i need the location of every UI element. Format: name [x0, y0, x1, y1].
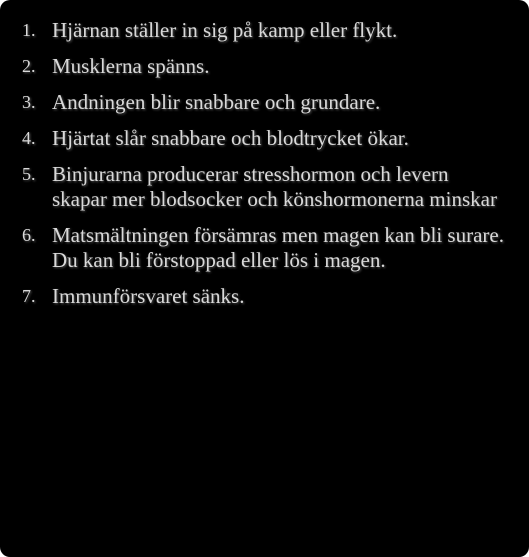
list-item-text: Matsmältningen försämras men magen kan bli surare. Du kan bli förstoppad eller lös i magen.: [52, 223, 504, 272]
list-item: [22, 162, 507, 212]
list-item-number: 5.: [22, 164, 36, 184]
list-item-text: Binjurarna producerar stresshormon och levern skapar mer blodsocker och könshormonerna minskar: [52, 162, 497, 211]
list-item-text: Musklerna spänns.: [52, 54, 210, 78]
list-item-number: 3.: [22, 92, 36, 112]
list-item-number: 6.: [22, 225, 36, 245]
list-item: [22, 223, 507, 273]
list-item-number: 2.: [22, 56, 36, 76]
list-item-text: Andningen blir snabbare och grundare.: [52, 90, 381, 114]
list-item: [22, 54, 507, 79]
list-item-text: Immunförsvaret sänks.: [52, 284, 245, 308]
stress-effects-list: [22, 18, 507, 309]
list-item-text: Hjärtat slår snabbare och blodtrycket ökar.: [52, 126, 409, 150]
list-item-number: 4.: [22, 128, 36, 148]
list-item: [22, 18, 507, 43]
list-item: [22, 126, 507, 151]
list-item: [22, 90, 507, 115]
list-item-text: Hjärnan ställer in sig på kamp eller flykt.: [52, 18, 398, 42]
list-item: [22, 284, 507, 309]
list-item-number: 1.: [22, 20, 36, 40]
list-item-number: 7.: [22, 286, 36, 306]
